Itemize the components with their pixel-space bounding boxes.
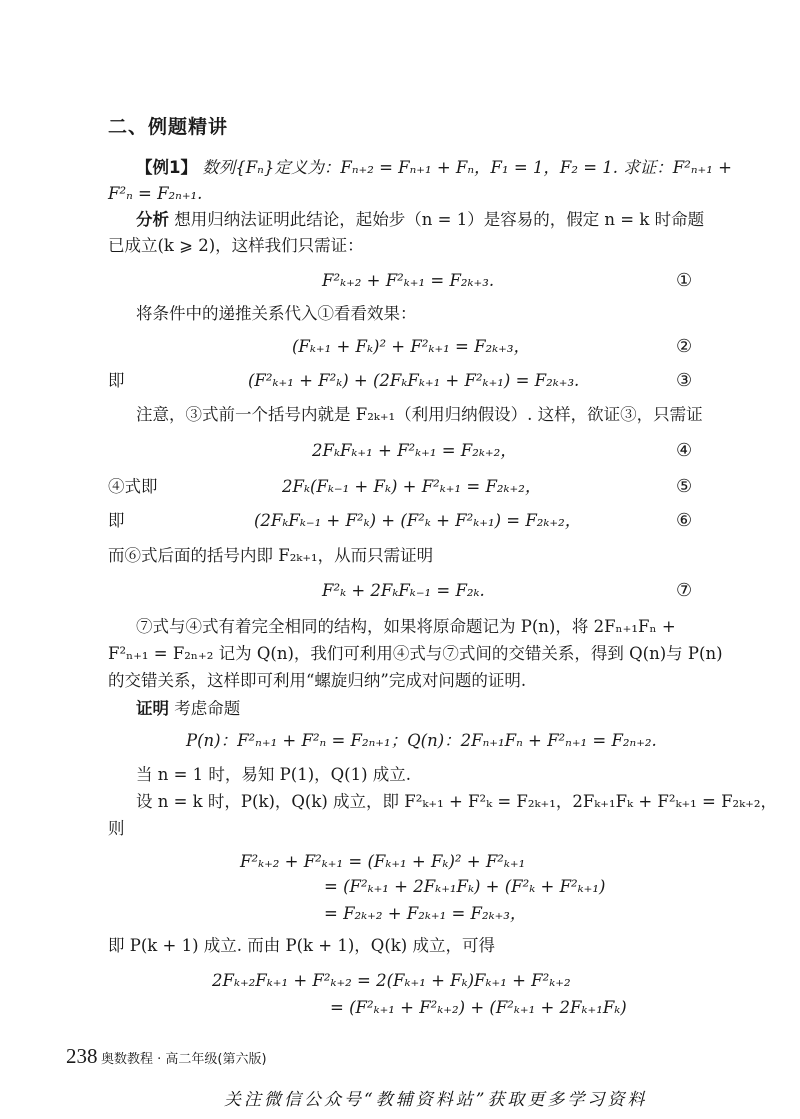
chain1-line-2: = (F²ₖ₊₁ + 2Fₖ₊₁Fₖ) + (F²ₖ + F²ₖ₊₁): [324, 877, 606, 896]
chain1-line-3: = F₂ₖ₊₂ + F₂ₖ₊₁ = F₂ₖ₊₃，: [324, 904, 527, 923]
equation-6: (2FₖFₖ₋₁ + F²ₖ) + (F²ₖ + F²ₖ₊₁) = F₂ₖ₊₂，: [254, 511, 582, 530]
paragraph-structure-1: ⑦式与④式有着完全相同的结构，如果将原命题记为 P(n)，将 2Fₙ₊₁Fₙ +: [136, 617, 676, 636]
paragraph-substitute: 将条件中的递推关系代入①看看效果：: [136, 304, 417, 323]
equation-1: F²ₖ₊₂ + F²ₖ₊₁ = F₂ₖ₊₃.: [322, 271, 495, 290]
equation-2: (Fₖ₊₁ + Fₖ)² + F²ₖ₊₁ = F₂ₖ₊₃，: [292, 337, 531, 356]
equation-3: (F²ₖ₊₁ + F²ₖ) + (2FₖFₖ₊₁ + F²ₖ₊₁) = F₂ₖ₊₃.: [248, 371, 580, 390]
analysis-line-1: [136, 209, 704, 231]
equation-number-7: ⑦: [676, 580, 693, 601]
proof-base-case: 当 n = 1 时，易知 P(1)，Q(1) 成立.: [136, 765, 412, 784]
equation-number-2: ②: [676, 336, 693, 357]
equation-number-4: ④: [676, 440, 693, 461]
proof-label: 证明: [136, 699, 169, 718]
example-line-2: F²ₙ = F₂ₙ₊₁.: [108, 184, 203, 203]
equation-7: F²ₖ + 2FₖFₖ₋₁ = F₂ₖ.: [322, 581, 485, 600]
chain2-line-1: 2Fₖ₊₂Fₖ₊₁ + F²ₖ₊₂ = 2(Fₖ₊₁ + Fₖ)Fₖ₊₁ + F²ₖ₊₂: [212, 971, 571, 990]
proof-intro: 考虑命题: [174, 699, 241, 718]
equation-3-lead: 即: [108, 371, 125, 390]
proof-intro-line: [136, 698, 240, 720]
equation-number-6: ⑥: [676, 510, 693, 531]
example-line-1: [136, 157, 732, 179]
example-label: 【例1】: [136, 158, 197, 177]
analysis-text: 想用归纳法证明此结论，起始步（n = 1）是容易的，假定 n = k 时命题: [174, 210, 705, 229]
equation-5-lead: ④式即: [108, 477, 158, 496]
paragraph-structure-2: F²ₙ₊₁ = F₂ₙ₊₂ 记为 Q(n)，我们可利用④式与⑦式间的交错关系，得到 Q(n)与 P(n): [108, 644, 723, 663]
chain1-line-1: F²ₖ₊₂ + F²ₖ₊₁ = (Fₖ₊₁ + Fₖ)² + F²ₖ₊₁: [240, 852, 526, 871]
analysis-label: 分析: [136, 210, 169, 229]
equation-number-5: ⑤: [676, 476, 693, 497]
analysis-line-2: 已成立(k ⩾ 2)，这样我们只需证：: [108, 236, 364, 255]
paragraph-after-6: 而⑥式后面的括号内即 F₂ₖ₊₁，从而只需证明: [108, 546, 434, 565]
watermark-text: 关注微信公众号“教辅资料站”获取更多学习资料: [224, 1090, 648, 1110]
section-heading: 二、例题精讲: [108, 116, 229, 138]
proof-then: 则: [108, 819, 125, 838]
equation-5: 2Fₖ(Fₖ₋₁ + Fₖ) + F²ₖ₊₁ = F₂ₖ₊₂，: [282, 477, 542, 496]
book-title: 奥数教程 · 高二年级(第六版): [101, 1052, 267, 1067]
proof-inductive-step: 设 n = k 时，P(k)，Q(k) 成立，即 F²ₖ₊₁ + F²ₖ = F₂ₖ₊₁，2Fₖ₊₁Fₖ + F²ₖ₊₁ = F₂ₖ₊₂，: [136, 792, 778, 811]
equation-number-1: ①: [676, 270, 693, 291]
equation-number-3: ③: [676, 370, 693, 391]
proof-propositions: P(n)：F²ₙ₊₁ + F²ₙ = F₂ₙ₊₁；Q(n)：2Fₙ₊₁Fₙ + F²ₙ₊₁ = F₂ₙ₊₂.: [186, 731, 657, 750]
paragraph-structure-3: 的交错关系，这样即可利用“螺旋归纳”完成对问题的证明.: [108, 671, 527, 690]
page-number: 238: [66, 1044, 98, 1068]
proof-conclude: 即 P(k + 1) 成立. 而由 P(k + 1)，Q(k) 成立，可得: [108, 936, 495, 955]
equation-4: 2FₖFₖ₊₁ + F²ₖ₊₁ = F₂ₖ₊₂，: [312, 441, 517, 460]
paragraph-note: 注意，③式前一个括号内就是 F₂ₖ₊₁（利用归纳假设）. 这样，欲证③，只需证: [136, 405, 703, 424]
example-statement: 数列{Fₙ}定义为：Fₙ₊₂ = Fₙ₊₁ + Fₙ，F₁ = 1，F₂ = 1. 求证：F²ₙ₊₁ +: [202, 158, 732, 177]
equation-6-lead: 即: [108, 511, 125, 530]
chain2-line-2: = (F²ₖ₊₁ + F²ₖ₊₂) + (F²ₖ₊₁ + 2Fₖ₊₁Fₖ): [330, 998, 627, 1017]
